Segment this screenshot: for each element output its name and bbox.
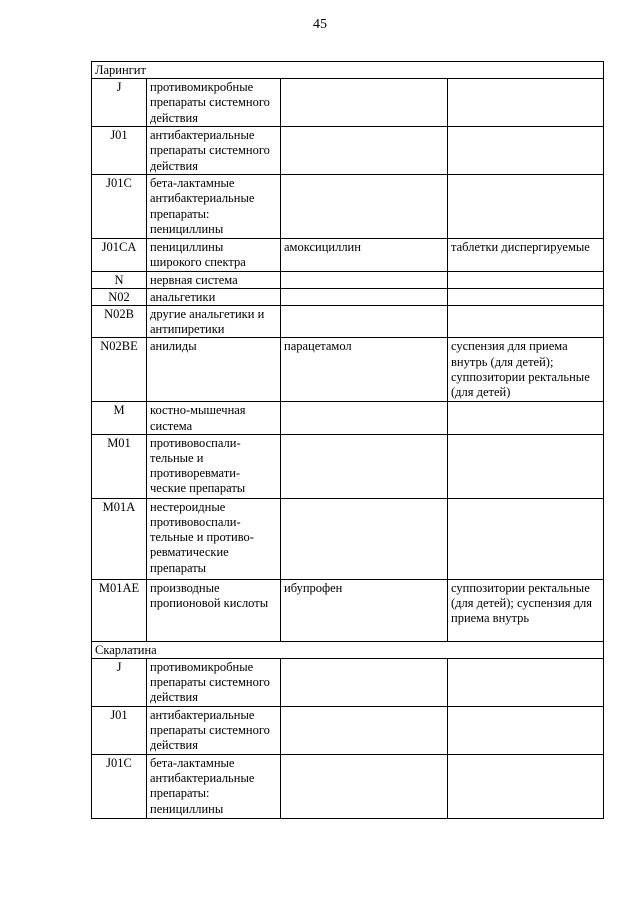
atc-group-cell: антибактериальные препараты системного действия	[147, 127, 281, 175]
dosage-form-cell	[448, 659, 604, 707]
drug-name-cell	[281, 127, 448, 175]
dosage-form-cell	[448, 175, 604, 239]
dosage-form-cell	[448, 288, 604, 305]
atc-code-cell: J01C	[92, 755, 147, 819]
table-row	[92, 306, 604, 338]
drug-name-cell	[281, 498, 448, 579]
atc-group-cell: противовоспали- тельные и противоревмати- ческие препараты	[147, 434, 281, 498]
atc-code-cell: J01	[92, 707, 147, 755]
atc-code-cell: J01CA	[92, 239, 147, 271]
atc-group-cell: пенициллины широкого спектра	[147, 239, 281, 271]
dosage-form-cell	[448, 306, 604, 338]
table-row	[92, 579, 604, 641]
dosage-form-cell: суппозитории ректальные (для детей); суспензия для приема внутрь	[448, 579, 604, 641]
atc-group-cell: бета-лактамные антибактериальные препараты: пенициллины	[147, 755, 281, 819]
dosage-form-cell	[448, 402, 604, 434]
section-title: Ларингит	[92, 62, 604, 79]
atc-group-cell: анальгетики	[147, 288, 281, 305]
atc-code-cell: J01	[92, 127, 147, 175]
drug-name-cell	[281, 288, 448, 305]
atc-code-cell: M01	[92, 434, 147, 498]
dosage-form-cell	[448, 498, 604, 579]
atc-group-cell: другие анальгетики и антипиретики	[147, 306, 281, 338]
page-number: 45	[313, 17, 327, 32]
table-row	[92, 498, 604, 579]
atc-code-cell: M01AE	[92, 579, 147, 641]
section-title: Скарлатина	[92, 641, 604, 658]
drug-name-cell: амоксициллин	[281, 239, 448, 271]
atc-group-cell: костно-мышечная система	[147, 402, 281, 434]
atc-code-cell: J01C	[92, 175, 147, 239]
table-row	[92, 271, 604, 288]
drug-name-cell	[281, 271, 448, 288]
atc-code-cell: N02	[92, 288, 147, 305]
drug-name-cell	[281, 306, 448, 338]
atc-group-cell: нервная система	[147, 271, 281, 288]
drug-name-cell	[281, 79, 448, 127]
atc-group-cell: противомикробные препараты системного действия	[147, 79, 281, 127]
drug-name-cell	[281, 659, 448, 707]
table-row	[92, 338, 604, 402]
atc-code-cell: N	[92, 271, 147, 288]
table-row	[92, 79, 604, 127]
dosage-form-cell	[448, 707, 604, 755]
drug-name-cell: ибупрофен	[281, 579, 448, 641]
drug-name-cell	[281, 434, 448, 498]
atc-group-cell: противомикробные препараты системного действия	[147, 659, 281, 707]
dosage-form-cell	[448, 127, 604, 175]
atc-group-cell: анилиды	[147, 338, 281, 402]
atc-code-cell: J	[92, 659, 147, 707]
atc-group-cell: антибактериальные препараты системного действия	[147, 707, 281, 755]
table-row	[92, 175, 604, 239]
atc-code-cell: M01A	[92, 498, 147, 579]
table-row	[92, 127, 604, 175]
section-header-row	[92, 641, 604, 658]
table-row	[92, 239, 604, 271]
table-row	[92, 434, 604, 498]
dosage-form-cell	[448, 271, 604, 288]
drug-name-cell	[281, 707, 448, 755]
atc-code-cell: M	[92, 402, 147, 434]
table-row	[92, 707, 604, 755]
atc-code-cell: N02BE	[92, 338, 147, 402]
atc-group-cell: бета-лактамные антибактериальные препараты: пенициллины	[147, 175, 281, 239]
drug-name-cell	[281, 755, 448, 819]
dosage-form-cell: таблетки диспергируемые	[448, 239, 604, 271]
table-row	[92, 402, 604, 434]
dosage-form-cell	[448, 434, 604, 498]
dosage-form-cell	[448, 79, 604, 127]
atc-group-cell: нестероидные противовоспали- тельные и противо- ревматические препараты	[147, 498, 281, 579]
atc-code-cell: N02B	[92, 306, 147, 338]
section-header-row	[92, 62, 604, 79]
drug-table	[91, 61, 604, 819]
table-row	[92, 659, 604, 707]
atc-code-cell: J	[92, 79, 147, 127]
atc-group-cell: производные пропионовой кислоты	[147, 579, 281, 641]
dosage-form-cell	[448, 755, 604, 819]
drug-name-cell	[281, 175, 448, 239]
drug-name-cell	[281, 402, 448, 434]
drug-name-cell: парацетамол	[281, 338, 448, 402]
dosage-form-cell: суспензия для приема внутрь (для детей); суппозитории ректальные (для детей)	[448, 338, 604, 402]
table-row	[92, 288, 604, 305]
table-row	[92, 755, 604, 819]
